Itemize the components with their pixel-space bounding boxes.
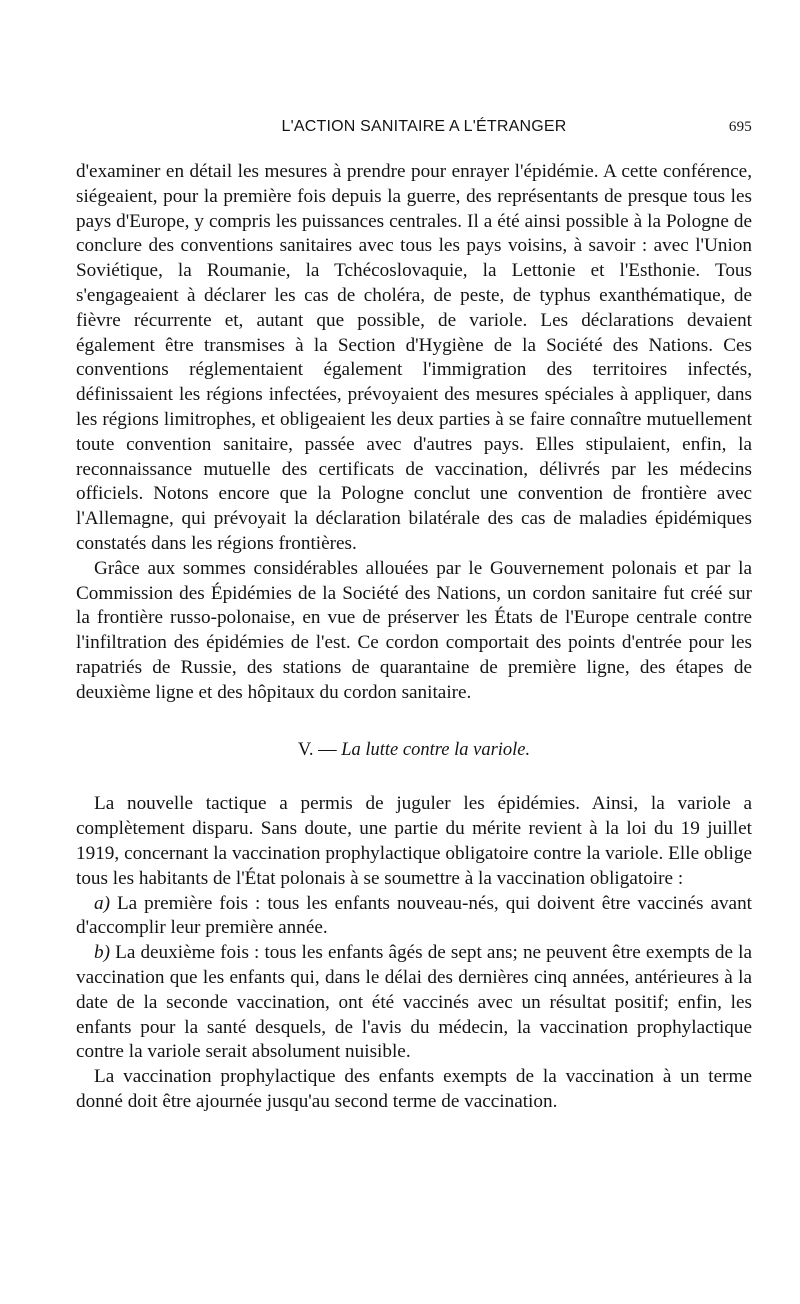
paragraph-variole-intro: La nouvelle tactique a permis de juguler les épidémies. Ainsi, la variole a complètement disparu. Sans doute, une partie du mérite revient à la loi du 19 juillet 1919, concernant la vaccination prophylactique obligatoire contre la variole. Elle oblige tous les habitants de l'État polonais à se soumettre à la vaccination obligatoire : xyxy=(76,793,752,889)
running-title: L'ACTION SANITAIRE A L'ÉTRANGER xyxy=(281,118,567,135)
list-text-a: La première fois : tous les enfants nouveau-nés, qui doivent être vaccinés avant d'accomplir leur première année. xyxy=(76,892,752,939)
paragraph-continuation: d'examiner en détail les mesures à prendre pour enrayer l'épidémie. A cette conférence, siégeaient, pour la première fois depuis la guerre, des représentants de presque tous les pays d'Europe, y compris les puissances centrales. Il a été ainsi possible à la Pologne de conclure des conventions sanitaires avec tous les pays voisins, à savoir : avec l'Union Soviétique, la Roumanie, la Tchécoslovaquie, la Lettonie et l'Esthonie. Tous s'engageaient à déclarer les cas de choléra, de peste, de typhus exanthématique, de fièvre récurrente et, autant que possible, de variole. Les déclarations devaient également être transmises à la Section d'Hygiène de la Société des Nations. Ces conventions réglementaient également l'immigration des territoires infectés, définissaient les régions infectées, prévoyaient des mesures spéciales à appliquer, dans les régions limitrophes, et obligeaient les deux parties à se faire connaître mutuellement toute convention sanitaire, passée avec d'autres pays. Elles stipulaient, enfin, la reconnaissance mutuelle des certificats de vaccination, délivrés par les médecins officiels. Notons encore que la Pologne conclut une convention de frontière avec l'Allemagne, qui prévoyait la déclaration bilatérale des cas de maladies épidémiques constatés dans les régions frontières. xyxy=(76,161,752,554)
paragraph-cordon-sanitaire: Grâce aux sommes considérables allouées par le Gouvernement polonais et par la Commission des Épidémies de la Société des Nations, un cordon sanitaire fut créé sur la frontière russo-polonaise, en vue de préserver les États de l'Europe centrale contre l'infiltration des épidémies de l'est. Ce cordon comportait des points d'entrée pour les rapatriés de Russie, des stations de quarantaine de première ligne, des étapes de deuxième ligne et des hôpitaux du cordon sanitaire. xyxy=(76,557,752,703)
section-number: V. — xyxy=(297,739,337,760)
page-number: 695 xyxy=(728,119,752,135)
paragraph-closing: La vaccination prophylactique des enfants exempts de la vaccination à un terme donné doit être ajournée jusqu'au second terme de vaccination. xyxy=(76,1066,752,1112)
document-page xyxy=(76,118,752,1115)
list-item-a xyxy=(76,892,752,942)
list-marker-b: b) xyxy=(94,942,110,964)
list-item-b xyxy=(76,941,752,1065)
section-title: La lutte contre la variole. xyxy=(341,739,531,760)
list-marker-a: a) xyxy=(94,892,110,914)
running-header xyxy=(76,118,752,142)
body-text xyxy=(76,160,752,1115)
section-heading xyxy=(76,738,752,763)
list-text-b: La deuxième fois : tous les enfants âgés de sept ans; ne peuvent être exempts de la vaccination que les enfants qui, dans le délai des dernières cinq années, antérieures à la date de la seconde vaccination, ont été vaccinés avec un résultat positif; enfin, les enfants pour la santé desquels, de l'avis du médecin, la vaccination prophylactique contre la variole serait absolument nuisible. xyxy=(76,942,752,1063)
